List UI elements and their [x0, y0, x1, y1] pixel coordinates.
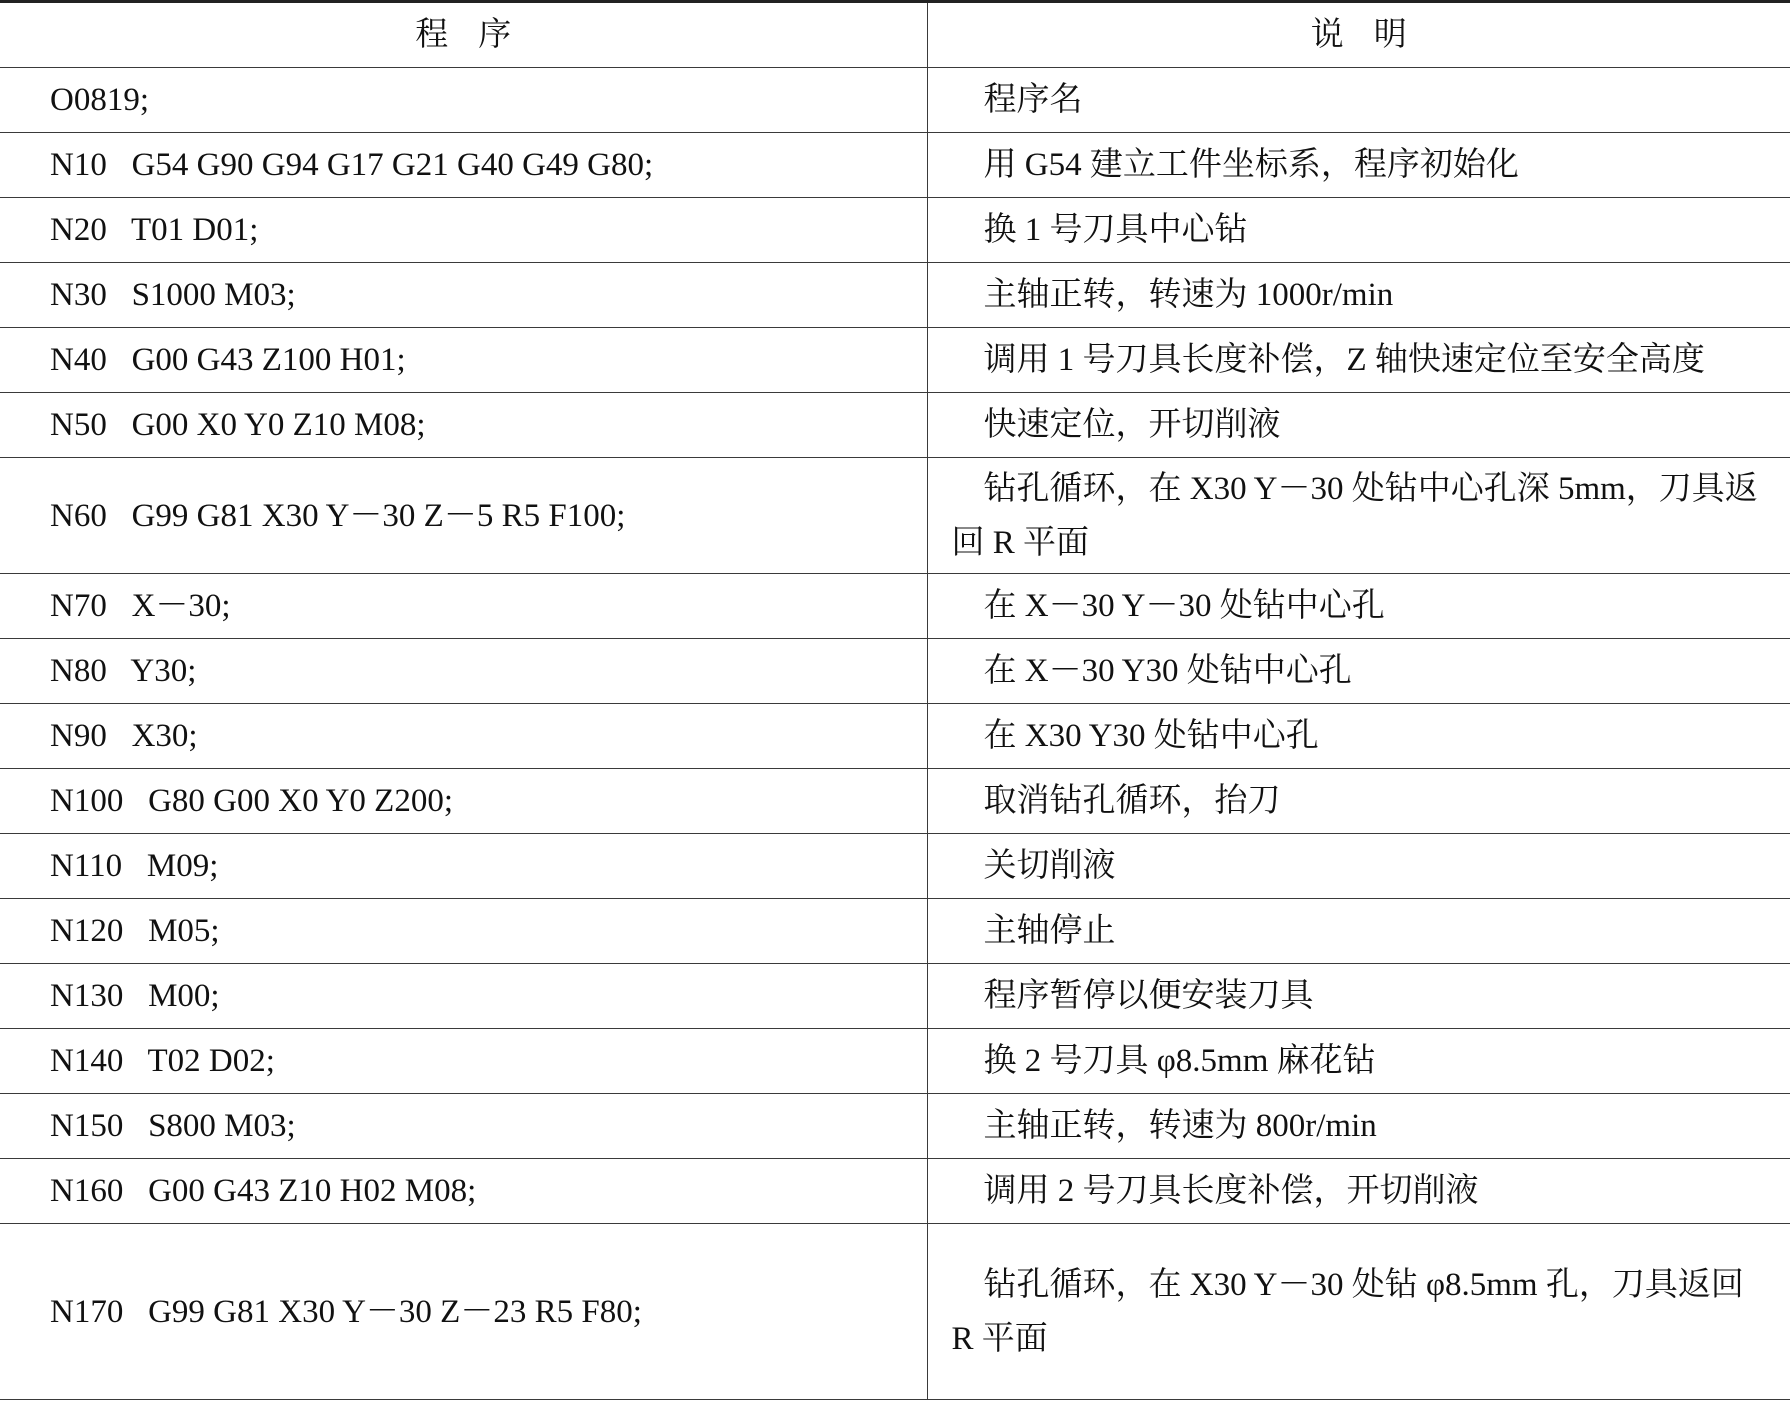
program-cell: N60 G99 G81 X30 Y－30 Z－5 R5 F100; [0, 458, 927, 574]
table-row [0, 1159, 1790, 1224]
table-row [0, 1224, 1790, 1400]
table-row [0, 1094, 1790, 1159]
description-cell: 钻孔循环，在 X30 Y－30 处钻 φ8.5mm 孔，刀具返回 R 平面 [927, 1224, 1790, 1400]
program-cell: N150 S800 M03; [0, 1094, 927, 1159]
table-row [0, 393, 1790, 458]
description-cell: 调用 2 号刀具长度补偿，开切削液 [927, 1159, 1790, 1224]
program-cell: N100 G80 G00 X0 Y0 Z200; [0, 769, 927, 834]
description-cell: 主轴正转，转速为 800r/min [927, 1094, 1790, 1159]
table-row [0, 899, 1790, 964]
table-row [0, 574, 1790, 639]
table-row [0, 133, 1790, 198]
program-cell: O0819; [0, 68, 927, 133]
table-body [0, 68, 1790, 1400]
description-cell: 换 2 号刀具 φ8.5mm 麻花钻 [927, 1029, 1790, 1094]
description-cell: 程序暂停以便安装刀具 [927, 964, 1790, 1029]
description-cell: 钻孔循环，在 X30 Y－30 处钻中心孔深 5mm，刀具返回 R 平面 [927, 458, 1790, 574]
description-cell: 用 G54 建立工件坐标系，程序初始化 [927, 133, 1790, 198]
description-cell: 程序名 [927, 68, 1790, 133]
program-cell: N40 G00 G43 Z100 H01; [0, 328, 927, 393]
program-cell: N80 Y30; [0, 639, 927, 704]
program-cell: N20 T01 D01; [0, 198, 927, 263]
description-cell: 主轴停止 [927, 899, 1790, 964]
table-row [0, 1029, 1790, 1094]
program-cell: N170 G99 G81 X30 Y－30 Z－23 R5 F80; [0, 1224, 927, 1400]
table-row [0, 964, 1790, 1029]
description-cell: 快速定位，开切削液 [927, 393, 1790, 458]
program-cell: N130 M00; [0, 964, 927, 1029]
program-cell: N50 G00 X0 Y0 Z10 M08; [0, 393, 927, 458]
program-cell: N70 X－30; [0, 574, 927, 639]
program-cell: N30 S1000 M03; [0, 263, 927, 328]
description-cell: 调用 1 号刀具长度补偿，Z 轴快速定位至安全高度 [927, 328, 1790, 393]
table-row [0, 639, 1790, 704]
program-cell: N160 G00 G43 Z10 H02 M08; [0, 1159, 927, 1224]
description-cell: 在 X－30 Y30 处钻中心孔 [927, 639, 1790, 704]
description-column-header: 说明 [927, 2, 1790, 68]
program-cell: N110 M09; [0, 834, 927, 899]
description-cell: 关切削液 [927, 834, 1790, 899]
program-cell: N140 T02 D02; [0, 1029, 927, 1094]
description-cell: 主轴正转，转速为 1000r/min [927, 263, 1790, 328]
table-row [0, 834, 1790, 899]
program-cell: N10 G54 G90 G94 G17 G21 G40 G49 G80; [0, 133, 927, 198]
table-row [0, 328, 1790, 393]
program-cell: N120 M05; [0, 899, 927, 964]
program-column-header: 程序 [0, 2, 927, 68]
table-header-row [0, 2, 1790, 68]
table-row [0, 263, 1790, 328]
description-cell: 在 X30 Y30 处钻中心孔 [927, 704, 1790, 769]
description-cell: 取消钻孔循环，抬刀 [927, 769, 1790, 834]
description-cell: 在 X－30 Y－30 处钻中心孔 [927, 574, 1790, 639]
table-row [0, 769, 1790, 834]
table-row [0, 68, 1790, 133]
table-row [0, 704, 1790, 769]
description-cell: 换 1 号刀具中心钻 [927, 198, 1790, 263]
program-cell: N90 X30; [0, 704, 927, 769]
table-row [0, 458, 1790, 574]
table-row [0, 198, 1790, 263]
